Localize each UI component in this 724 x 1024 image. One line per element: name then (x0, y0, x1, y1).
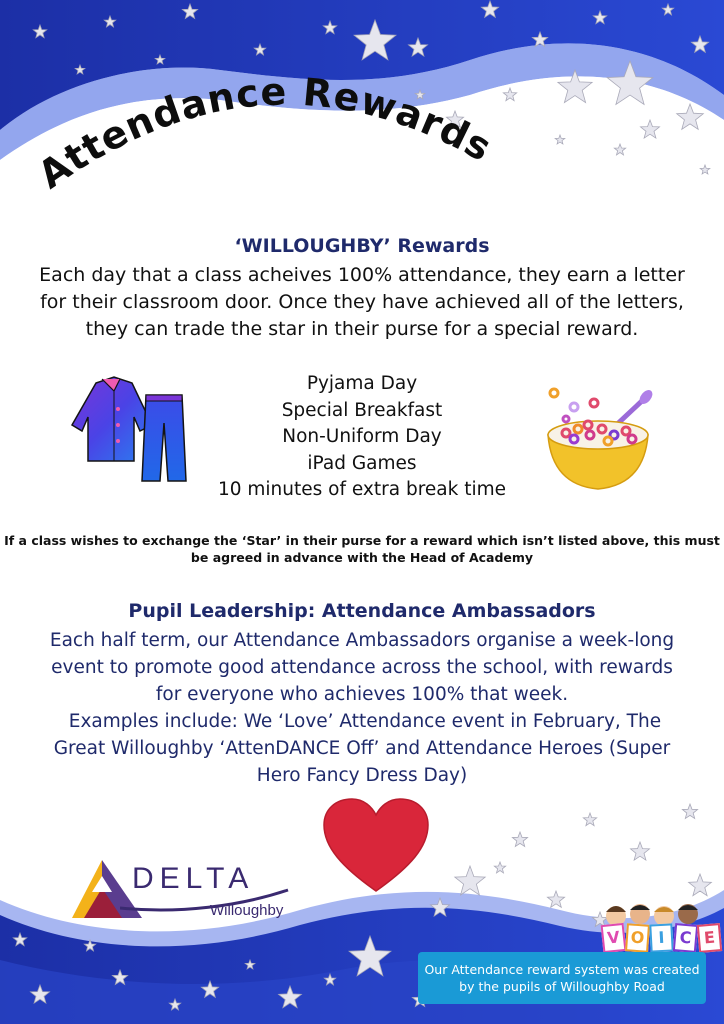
voice-caption-line: Our Attendance reward system was created (424, 962, 700, 977)
star-icon (631, 842, 650, 860)
voice-badge (602, 898, 716, 954)
svg-text:Attendance Rewards (30, 69, 499, 197)
exchange-note (0, 532, 724, 566)
logo-sub: Willoughby (210, 902, 284, 919)
leadership-line: for everyone who achieves 100% that week. (155, 684, 569, 705)
reward-item: Pyjama Day (306, 373, 418, 394)
leadership-heading: Pupil Leadership: Attendance Ambassadors (128, 600, 596, 622)
title-arc (0, 0, 724, 260)
willoughby-heading: ‘WILLOUGHBY’ Rewards (234, 235, 490, 257)
reward-item: 10 minutes of extra break time (217, 479, 507, 500)
leadership-line: Hero Fancy Dress Day) (256, 765, 468, 786)
willoughby-text (0, 262, 724, 343)
leadership-text (0, 627, 724, 789)
voice-letter: O (625, 923, 650, 953)
star-icon (547, 891, 564, 907)
willoughby-line: Each day that a class acheives 100% attendance, they earn a letter (39, 264, 685, 286)
willoughby-line: for their classroom door. Once they have achieved all of the letters, (40, 291, 684, 313)
leadership-line: Each half term, our Attendance Ambassadors organise a week-long (49, 630, 675, 651)
leadership-line: Examples include: We ‘Love’ Attendance event in February, The (62, 711, 662, 732)
star-icon (682, 804, 697, 819)
reward-item: Special Breakfast (281, 399, 443, 421)
voice-letter: C (673, 923, 698, 953)
star-icon (512, 832, 527, 847)
note-line: be agreed in advance with the Head of Academy (190, 550, 534, 565)
voice-letter: E (697, 923, 722, 953)
star-icon (455, 866, 485, 895)
willoughby-line: they can trade the star in their purse for a special reward. (85, 318, 639, 340)
leadership-line: event to promote good attendance across the school, with rewards (51, 657, 673, 678)
cereal-bowl-icon (544, 385, 654, 497)
delta-logo (72, 858, 302, 922)
logo-name: DELTA (132, 862, 255, 895)
voice-caption-line: by the pupils of Willoughby Road (459, 979, 665, 994)
voice-letters (602, 924, 721, 952)
voice-letter: V (601, 923, 627, 953)
reward-item: iPad Games (307, 452, 417, 474)
heart-icon (322, 797, 430, 895)
voice-caption (418, 952, 706, 1004)
page-title: Attendance Rewards (30, 69, 500, 198)
star-icon (689, 874, 712, 896)
star-icon (494, 862, 505, 873)
voice-letter: I (649, 923, 673, 952)
star-icon (583, 813, 596, 826)
leadership-line: Great Willoughby ‘AttenDANCE Off’ and Attendance Heroes (Super (53, 738, 671, 759)
note-line: If a class wishes to exchange the ‘Star’ in their purse for a reward which isn’t listed above, this must (4, 533, 720, 548)
reward-item: Non-Uniform Day (282, 426, 442, 447)
